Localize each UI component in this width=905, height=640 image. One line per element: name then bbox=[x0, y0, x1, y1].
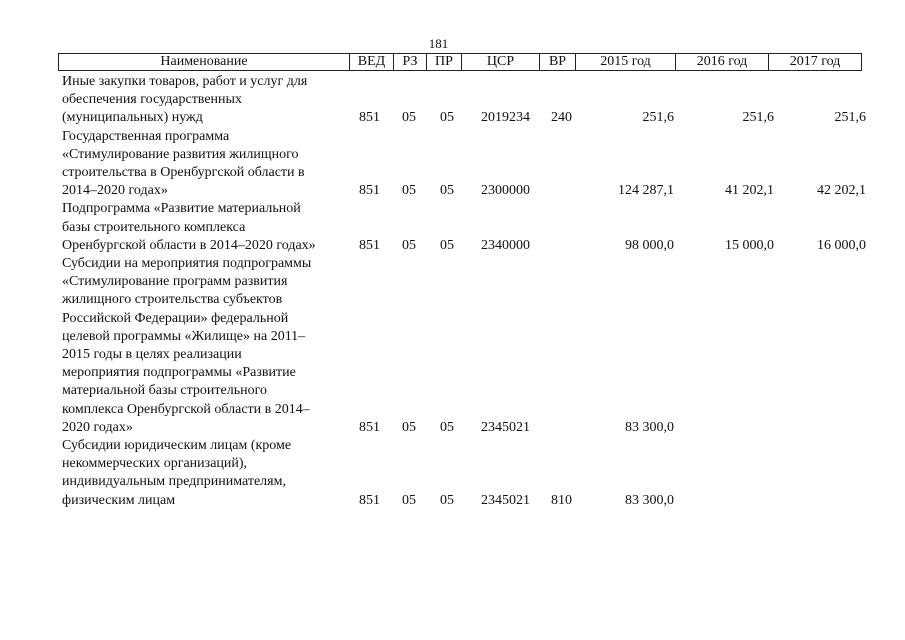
row-name bbox=[62, 73, 340, 128]
row-name-line: Субсидии на мероприятия подпрограммы bbox=[62, 256, 312, 271]
row-name-line: жилищного строительства субъектов bbox=[62, 292, 283, 308]
cell-rz: 05 bbox=[402, 492, 416, 508]
row-name-line: 2014–2020 годах» bbox=[62, 183, 168, 199]
row-name-line: 2020 годах» bbox=[62, 419, 133, 435]
cell-y2015: 98 000,0 bbox=[625, 237, 674, 253]
row-name-line: 2015 годы в целях реализации bbox=[62, 347, 242, 363]
cell-csr: 2345021 bbox=[481, 419, 530, 435]
row-name-line: материальной базы строительного bbox=[62, 383, 267, 399]
row-name-line: мероприятия подпрограммы «Развитие bbox=[62, 365, 296, 381]
row-name-line: обеспечения государственных bbox=[62, 92, 242, 108]
cell-y2016: 41 202,1 bbox=[725, 183, 774, 199]
row-name-line: Субсидии юридическим лицам (кроме bbox=[62, 438, 292, 453]
cell-rz: 05 bbox=[402, 183, 416, 199]
cell-y2015: 83 300,0 bbox=[625, 419, 674, 435]
cell-ved: 851 bbox=[359, 237, 380, 253]
cell-ved: 851 bbox=[359, 419, 380, 435]
header-csr: ЦСР bbox=[462, 54, 540, 70]
cell-rz: 05 bbox=[402, 419, 416, 435]
row-name-line: Иные закупки товаров, работ и услуг для bbox=[62, 74, 308, 89]
cell-vr: 810 bbox=[551, 492, 572, 508]
row-name bbox=[62, 128, 340, 201]
row-name bbox=[62, 255, 340, 437]
cell-rz: 05 bbox=[402, 110, 416, 126]
row-name bbox=[62, 200, 340, 255]
header-vr: ВР bbox=[540, 54, 576, 70]
row-name-line: строительства в Оренбургской области в bbox=[62, 165, 305, 180]
row-name-line: комплекса Оренбургской области в 2014– bbox=[62, 401, 310, 417]
row-name-line: (муниципальных) нужд bbox=[62, 110, 203, 126]
row-name-line: Российской Федерации» федеральной bbox=[62, 310, 289, 326]
row-name bbox=[62, 437, 340, 510]
row-name-line: некоммерческих организаций), bbox=[62, 456, 248, 472]
table-row bbox=[62, 73, 872, 128]
header-name: Наименование bbox=[59, 54, 350, 70]
cell-vr: 240 bbox=[551, 110, 572, 126]
cell-y2017: 251,6 bbox=[834, 110, 866, 126]
header-rz: РЗ bbox=[394, 54, 427, 70]
row-name-line: «Стимулирование развития жилищного bbox=[62, 146, 299, 162]
cell-csr: 2345021 bbox=[481, 492, 530, 508]
page-number: 181 bbox=[428, 36, 449, 51]
cell-y2015: 124 287,1 bbox=[618, 183, 674, 199]
cell-csr: 2300000 bbox=[481, 183, 530, 199]
cell-y2016: 15 000,0 bbox=[725, 237, 774, 253]
header-ved: ВЕД bbox=[350, 54, 394, 70]
row-name-line: Подпрограмма «Развитие материальной bbox=[62, 201, 301, 217]
cell-ved: 851 bbox=[359, 492, 380, 508]
header-2015: 2015 год bbox=[576, 54, 676, 70]
table-row bbox=[62, 255, 872, 437]
row-name-line: базы строительного комплекса bbox=[62, 219, 246, 235]
cell-pr: 05 bbox=[440, 419, 454, 435]
cell-pr: 05 bbox=[440, 183, 454, 199]
header-2016: 2016 год bbox=[676, 54, 769, 70]
table-row bbox=[62, 437, 872, 510]
cell-csr: 2340000 bbox=[481, 237, 530, 253]
cell-ved: 851 bbox=[359, 183, 380, 199]
cell-ved: 851 bbox=[359, 110, 380, 126]
cell-csr: 2019234 bbox=[481, 110, 530, 126]
header-pr: ПР bbox=[427, 54, 462, 70]
table-header bbox=[58, 53, 862, 71]
cell-pr: 05 bbox=[440, 237, 454, 253]
cell-y2017: 42 202,1 bbox=[817, 183, 866, 199]
cell-y2015: 83 300,0 bbox=[625, 492, 674, 508]
row-name-line: индивидуальным предпринимателям, bbox=[62, 474, 286, 490]
cell-pr: 05 bbox=[440, 492, 454, 508]
row-name-line: физическим лицам bbox=[62, 492, 176, 508]
row-name-line: целевой программы «Жилище» на 2011– bbox=[62, 328, 306, 344]
row-name-line: Оренбургской области в 2014–2020 годах» bbox=[62, 237, 316, 253]
row-name-line: «Стимулирование программ развития bbox=[62, 274, 288, 290]
table-row bbox=[62, 128, 872, 201]
row-name-line: Государственная программа bbox=[62, 128, 230, 144]
cell-pr: 05 bbox=[440, 110, 454, 126]
cell-y2017: 16 000,0 bbox=[817, 237, 866, 253]
cell-rz: 05 bbox=[402, 237, 416, 253]
header-2017: 2017 год bbox=[789, 54, 841, 69]
cell-y2016: 251,6 bbox=[742, 110, 774, 126]
cell-y2015: 251,6 bbox=[642, 110, 674, 126]
table-row bbox=[62, 200, 872, 255]
